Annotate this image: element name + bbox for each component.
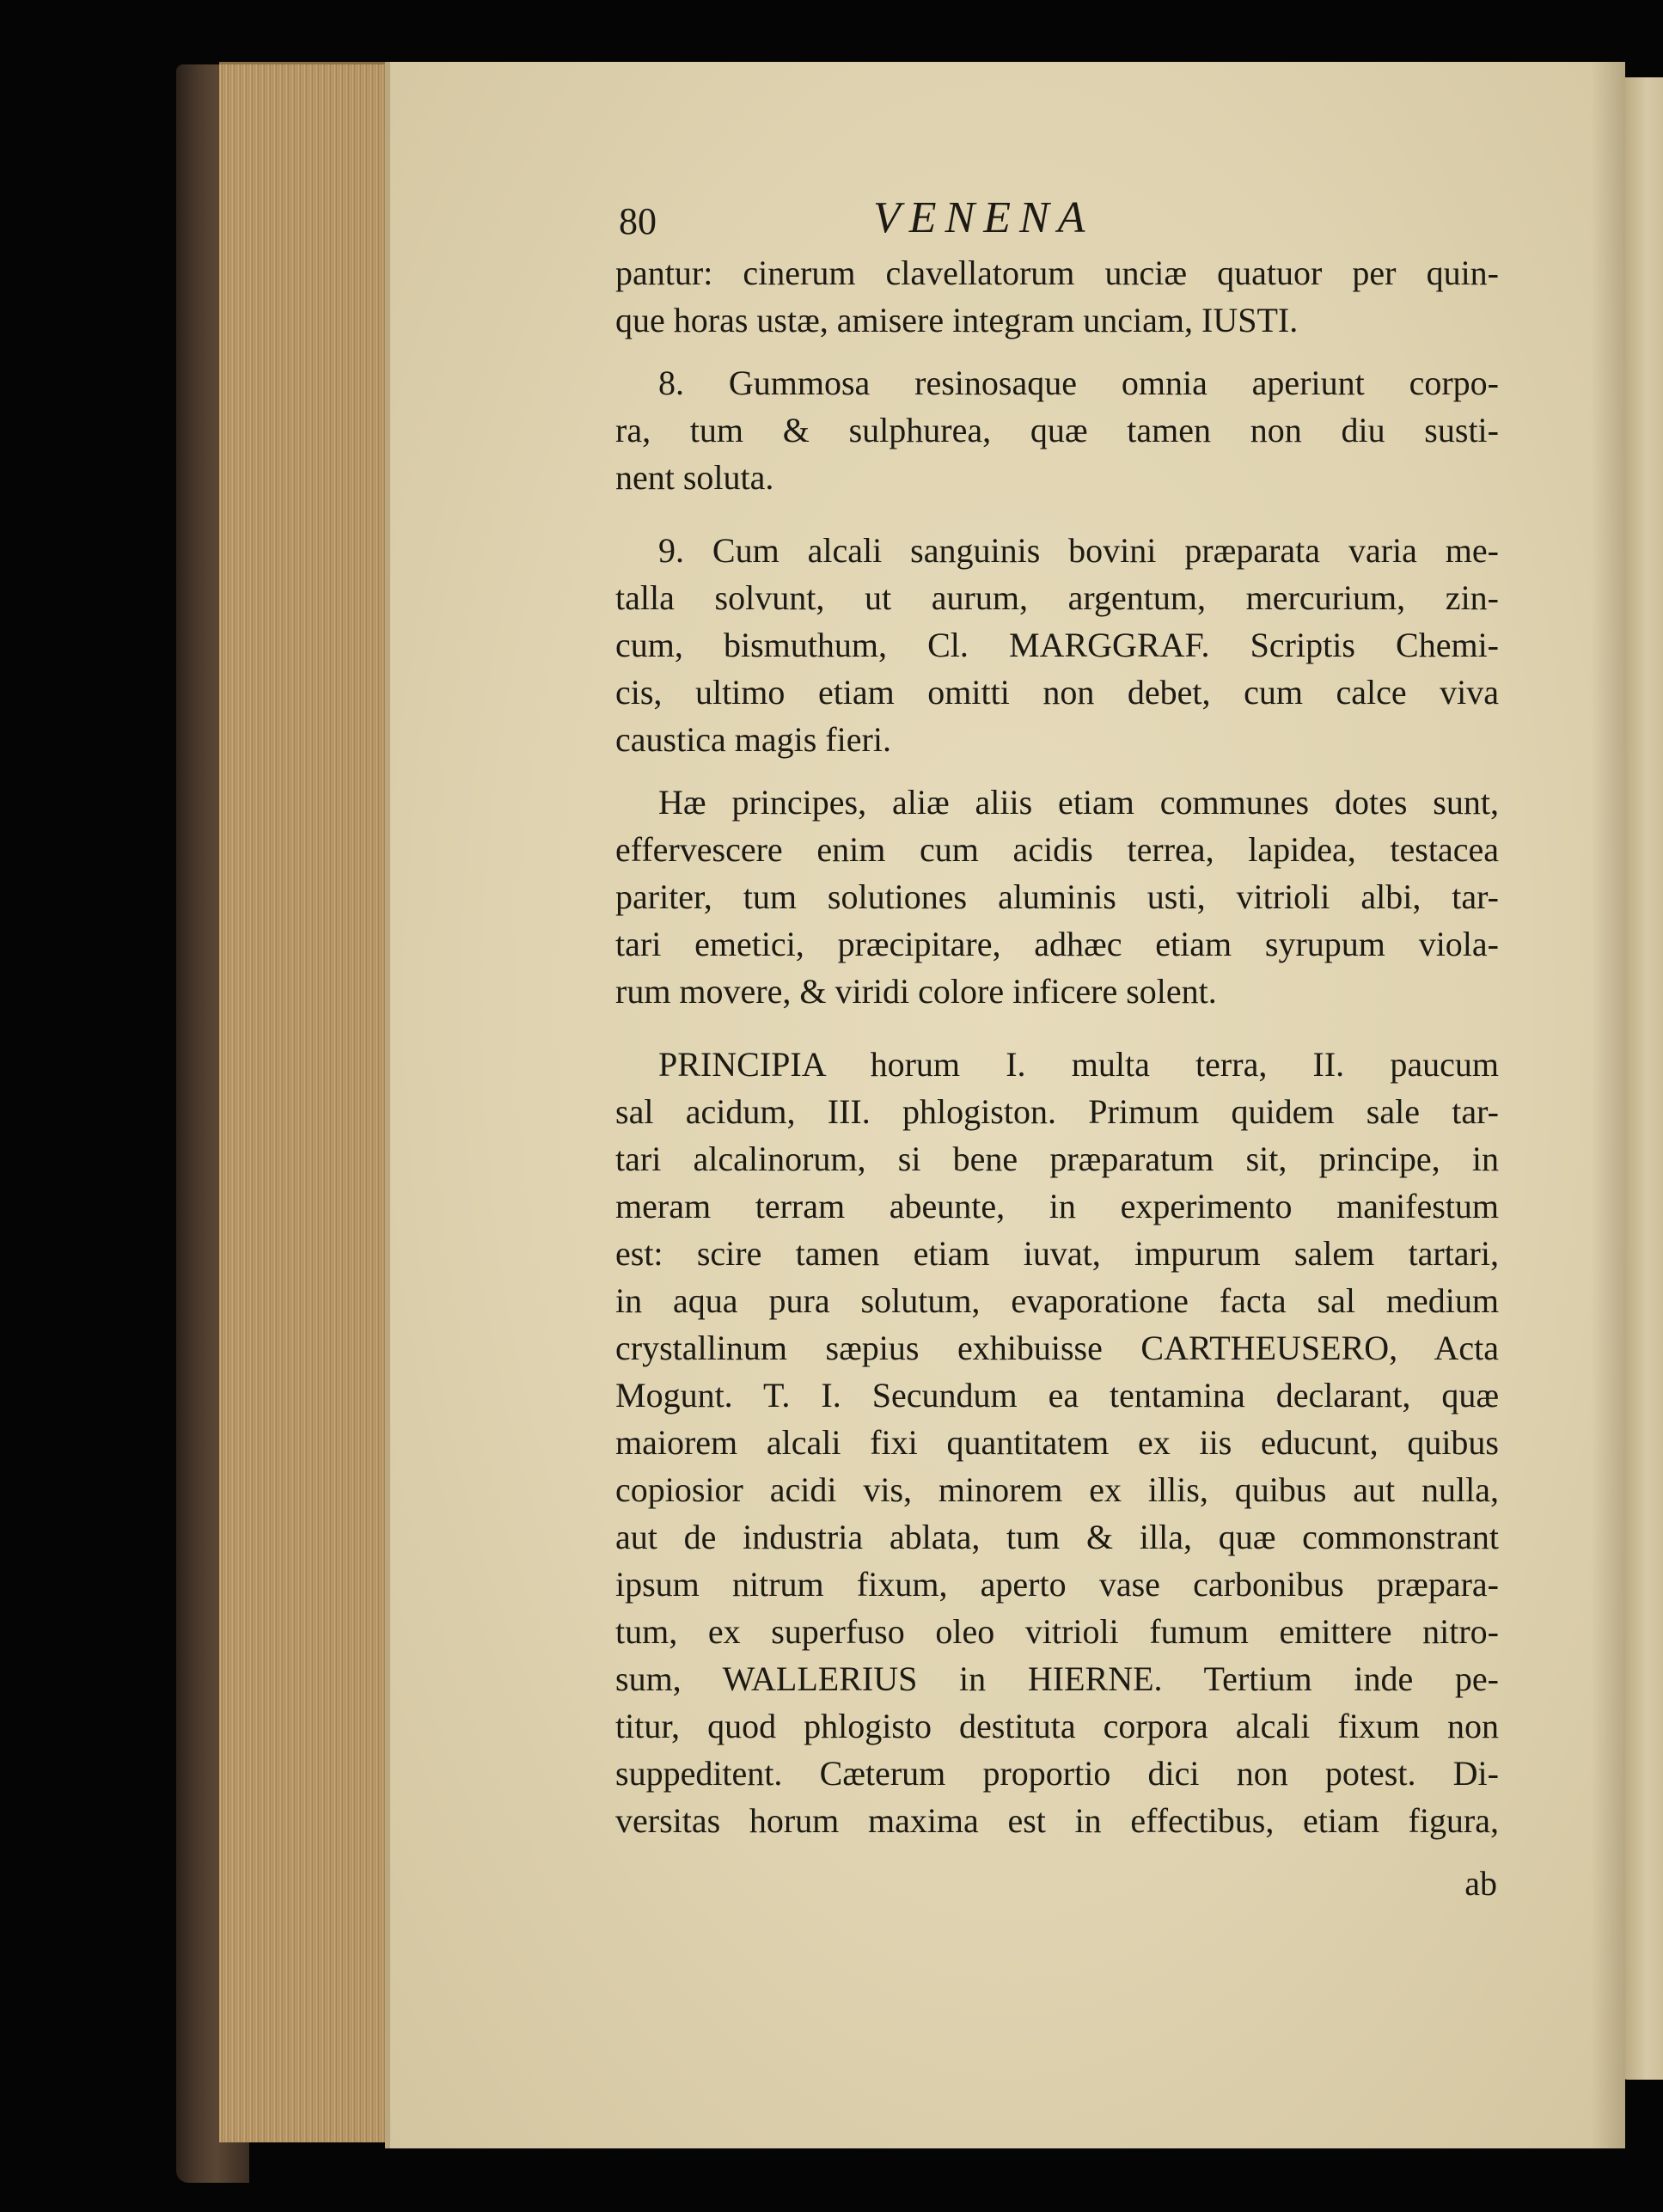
- text-line: nent soluta.: [615, 458, 774, 497]
- text-line: cis, ultimo etiam omitti non debet, cum calce viva: [615, 673, 1499, 712]
- text-line: titur, quod phlogisto destituta corpora alcali fixum non: [615, 1707, 1499, 1745]
- text-line: ra, tum & sulphurea, quæ tamen non diu susti-: [615, 411, 1499, 449]
- text-line: rum movere, & viridi colore inficere solent.: [615, 972, 1217, 1011]
- text-line: pariter, tum solutiones aluminis usti, vitrioli albi, tar-: [615, 877, 1499, 916]
- page-number: 80: [619, 200, 657, 242]
- text-line: suppeditent. Cæterum proportio dici non potest. Di-: [615, 1754, 1499, 1793]
- text-line: meram terram abeunte, in experimento manifestum: [615, 1187, 1499, 1225]
- text-line: maiorem alcali fixi quantitatem ex iis educunt, quibus: [615, 1423, 1499, 1462]
- paragraph-hae-principes: [615, 779, 1499, 1015]
- text-line: cum, bismuthum, Cl. MARGGRAF. Scriptis Chemi-: [615, 626, 1499, 664]
- text-line: versitas horum maxima est in effectibus, etiam figura,: [615, 1801, 1499, 1840]
- text-line: crystallinum sæpius exhibuisse CARTHEUSERO, Acta: [615, 1329, 1499, 1367]
- text-line: est: scire tamen etiam iuvat, impurum salem tartari,: [615, 1234, 1499, 1273]
- facing-page-edge: [1623, 77, 1663, 2080]
- text-line: Hæ principes, aliæ aliis etiam communes dotes sunt,: [658, 783, 1499, 822]
- text-line: 8. Gummosa resinosaque omnia aperiunt corpo-: [658, 364, 1499, 402]
- text-line: PRINCIPIA horum I. multa terra, II. paucum: [658, 1045, 1499, 1084]
- text-line: in aqua pura solutum, evaporatione facta sal medium: [615, 1281, 1499, 1320]
- paragraph-principia: [615, 1041, 1499, 1844]
- page-edges: [219, 62, 400, 2142]
- text-line: tum, ex superfuso oleo vitrioli fumum emittere nitro-: [615, 1612, 1499, 1651]
- page-header: [615, 172, 1499, 249]
- text-line: sum, WALLERIUS in HIERNE. Tertium inde pe-: [615, 1659, 1499, 1698]
- text-block: [615, 172, 1499, 1907]
- text-line: pantur: cinerum clavellatorum unciæ quatuor per quin-: [615, 254, 1499, 292]
- text-line: 9. Cum alcali sanguinis bovini præparata varia me-: [658, 531, 1499, 570]
- paragraph-continued: [615, 249, 1499, 344]
- text-line: que horas ustæ, amisere integram unciam, IUSTI.: [615, 301, 1299, 339]
- paragraph-9: [615, 527, 1499, 763]
- running-title: VENENA: [873, 193, 1094, 242]
- text-line: tari emetici, præcipitare, adhæc etiam syrupum viola-: [615, 925, 1499, 963]
- text-line: effervescere enim cum acidis terrea, lapidea, testacea: [615, 830, 1499, 869]
- text-line: talla solvunt, ut aurum, argentum, mercurium, zin-: [615, 578, 1499, 617]
- text-line: Mogunt. T. I. Secundum ea tentamina declarant, quæ: [615, 1376, 1499, 1415]
- catchword: ab: [1464, 1864, 1497, 1903]
- text-line: sal acidum, III. phlogiston. Primum quidem sale tar-: [615, 1092, 1499, 1131]
- page-gutter-shadow: [1591, 62, 1625, 2148]
- paragraph-8: [615, 359, 1499, 501]
- text-line: tari alcalinorum, si bene præparatum sit, principe, in: [615, 1140, 1499, 1178]
- text-line: aut de industria ablata, tum & illa, quæ commonstrant: [615, 1518, 1499, 1556]
- text-line: caustica magis fieri.: [615, 720, 891, 759]
- text-line: ipsum nitrum fixum, aperto vase carbonibus præpara-: [615, 1565, 1499, 1604]
- text-line: copiosior acidi vis, minorem ex illis, quibus aut nulla,: [615, 1470, 1499, 1509]
